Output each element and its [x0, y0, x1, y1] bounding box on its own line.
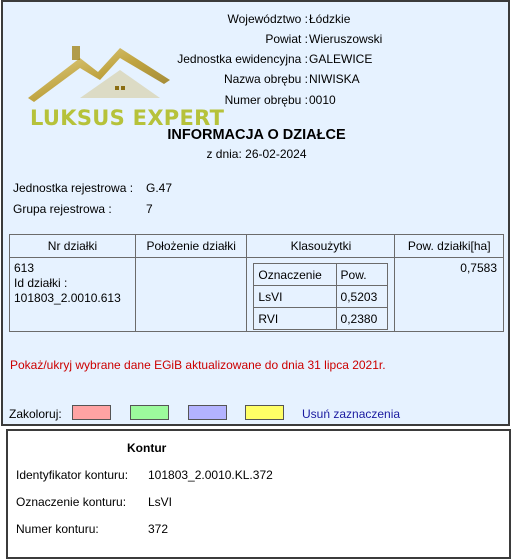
contour-code-value: LsVI — [148, 495, 173, 509]
county-label: Powiat : — [265, 32, 308, 46]
contour-number-value: 372 — [148, 522, 169, 536]
contour-id-label: Identyfikator konturu: — [16, 468, 129, 482]
parcel-table — [9, 234, 504, 332]
registry-group-value: 7 — [146, 202, 153, 216]
land-use-code: RVI — [254, 308, 336, 330]
page-title: INFORMACJA O DZIAŁCE — [167, 127, 346, 143]
precinct-number-value: 0010 — [309, 93, 336, 107]
color-swatch-green[interactable] — [130, 405, 169, 420]
registry-value: G.47 — [146, 181, 173, 195]
colorize-label: Zakoloruj: — [9, 407, 62, 421]
registry-label: Jednostka rejestrowa : — [13, 181, 134, 195]
parcel-location-cell — [135, 258, 247, 332]
logo-text: LUKSUS EXPERT — [30, 106, 225, 130]
land-use-area: 0,2380 — [336, 308, 388, 330]
parcel-id-value: 101803_2.0010.613 — [14, 291, 121, 305]
column-header: Pow. działki[ha] — [395, 235, 504, 258]
precinct-name-value: NIWISKA — [309, 72, 360, 86]
parcel-id-label: Id działki : — [14, 276, 68, 290]
land-use-header: Oznaczenie — [254, 264, 336, 286]
land-use-area: 0,5203 — [336, 286, 388, 308]
precinct-number-label: Numer obrębu : — [224, 93, 308, 107]
registry-group-label: Grupa rejestrowa : — [13, 202, 112, 216]
color-swatch-yellow[interactable] — [245, 405, 284, 420]
report-date: z dnia: 26-02-2024 — [206, 147, 307, 161]
county-value: Wieruszowski — [309, 32, 383, 46]
contour-number-label: Numer konturu: — [16, 522, 99, 536]
color-swatch-red[interactable] — [72, 405, 111, 420]
column-header: Klasoużytki — [247, 235, 395, 258]
land-use-row — [254, 286, 388, 308]
registry-unit-label: Jednostka ewidencyjna : — [177, 52, 308, 66]
land-use-row — [254, 308, 388, 330]
land-use-cell — [247, 258, 395, 332]
registry-unit-value: GALEWICE — [309, 52, 373, 66]
contour-title: Kontur — [127, 441, 167, 455]
contour-id-value: 101803_2.0010.KL.372 — [148, 468, 273, 482]
clear-selection-link[interactable]: Usuń zaznaczenia — [302, 407, 401, 421]
column-header: Położenie działki — [135, 235, 247, 258]
parcel-area-cell: 0,7583 — [395, 258, 504, 332]
parcel-number-cell — [10, 258, 136, 332]
color-swatch-blue[interactable] — [188, 405, 227, 420]
voivodeship-value: Łódzkie — [309, 12, 351, 26]
table-row — [10, 258, 504, 332]
land-use-code: LsVI — [254, 286, 336, 308]
column-header: Nr działki — [10, 235, 136, 258]
table-header-row — [10, 235, 504, 258]
contour-code-label: Oznaczenie konturu: — [16, 495, 127, 509]
precinct-name-label: Nazwa obrębu : — [223, 72, 308, 86]
parcel-number: 613 — [14, 261, 35, 275]
land-use-header: Pow. — [336, 264, 388, 286]
voivodeship-label: Województwo : — [227, 12, 308, 26]
land-use-table — [253, 263, 388, 330]
toggle-egib-data-link[interactable]: Pokaż/ukryj wybrane dane EGiB aktualizowane do dnia 31 lipca 2021r. — [10, 358, 386, 372]
